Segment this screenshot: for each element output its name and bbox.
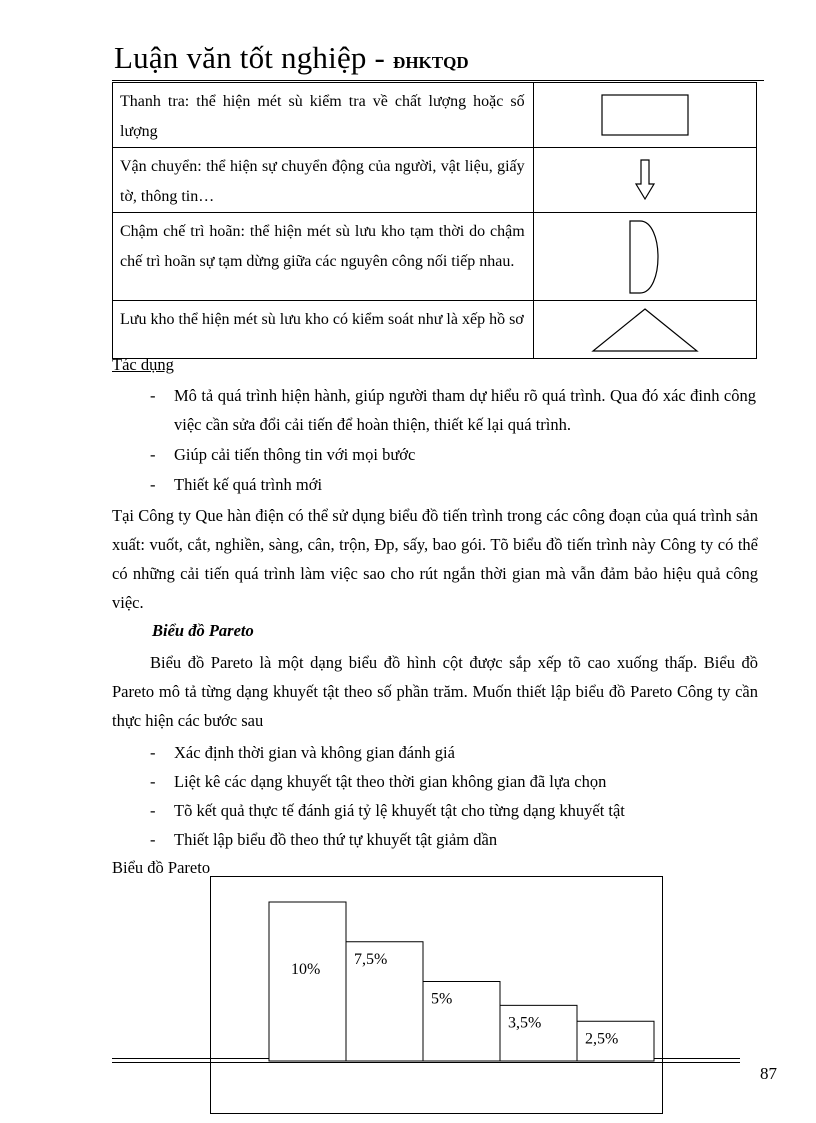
list-item-text: Thiết kế quá trình mới — [174, 475, 323, 494]
symbol-description: Chậm chế trì hoãn: thể hiện mét sù lưu kho tạm thời do chậm chế trì hoãn sự tạm dừng giữa các nguyên công nối tiếp nhau. — [113, 213, 534, 301]
header-separator: - — [366, 40, 394, 75]
symbol-description: Thanh tra: thể hiện mét sù kiểm tra về chất lượng hoặc số lượng — [113, 83, 534, 148]
pareto-paragraph: Biểu đồ Pareto là một dạng biểu đồ hình cột được sắp xếp tõ cao xuống thấp. Biểu đồ Pareto mô tả từng dạng khuyết tật theo số phần trăm. Muốn thiết lập biểu đồ Pareto Công ty cần thực hiện các bước sau — [112, 653, 758, 730]
list-item: - Tõ kết quả thực tế đánh giá tỷ lệ khuyết tật cho từng dạng khuyết tật — [150, 796, 756, 825]
table-row — [113, 148, 757, 213]
pareto-chart — [210, 876, 664, 1116]
chart-caption: Biểu đồ Pareto — [112, 858, 211, 877]
chart-data-label: 7,5% — [354, 950, 388, 968]
page-number: 87 — [760, 1064, 777, 1083]
chart-data-label: 3,5% — [508, 1014, 542, 1032]
list-item-text: Thiết lập biểu đồ theo thứ tự khuyết tật giảm dần — [174, 830, 498, 849]
header-title: Luận văn tốt nghiệp — [114, 40, 367, 75]
list-item: - Xác định thời gian và không gian đánh giá — [150, 738, 756, 767]
rectangle-icon — [533, 83, 756, 148]
table-row — [113, 83, 757, 148]
d-shape-icon — [533, 213, 756, 301]
symbol-description: Vận chuyển: thể hiện sự chuyển động của người, vật liệu, giấy tờ, thông tin… — [113, 148, 534, 213]
table-row — [113, 213, 757, 301]
list-item: - Liệt kê các dạng khuyết tật theo thời gian không gian đã lựa chọn — [150, 767, 756, 796]
down-arrow-icon — [533, 148, 756, 213]
page-header — [114, 40, 469, 76]
list-item-text: Mô tả quá trình hiện hành, giúp người tham dự hiểu rõ quá trình. Qua đó xác đinh công việc cần sửa đổi cải tiến để hoàn thiện, thiết kế lại quá trình. — [174, 386, 756, 434]
list-item: - Giúp cải tiến thông tin với mọi bước — [150, 440, 756, 469]
header-subtitle: ĐHKTQD — [393, 53, 469, 72]
header-rule — [112, 80, 764, 81]
paragraph-que-han: Tại Công ty Que hàn điện có thể sử dụng biểu đồ tiến trình trong các công đoạn của quá trình sản xuất: vuốt, cắt, nghiền, sàng, cân, trộn, Đp, sấy, bao gói. Tõ biểu đồ tiến trình này Công ty có thể có những cải tiến quá trình làm việc sao cho rút ngắn thời gian mà vẫn đảm bảo hiệu quả công việc. — [112, 506, 758, 612]
symbol-table — [112, 82, 757, 359]
list-item: - Thiết lập biểu đồ theo thứ tự khuyết tật giảm dần — [150, 825, 756, 854]
chart-data-label: 10% — [291, 961, 321, 978]
list-item-text: Tõ kết quả thực tế đánh giá tỷ lệ khuyết tật cho từng dạng khuyết tật — [174, 801, 625, 820]
chart-bar — [269, 902, 346, 1061]
list-item-text: Liệt kê các dạng khuyết tật theo thời gian không gian đã lựa chọn — [174, 772, 607, 791]
effects-heading: Tác dụng — [112, 355, 174, 374]
symbol-description: Lưu kho thể hiện mét sù lưu kho có kiểm soát như là xếp hồ sơ — [113, 301, 534, 359]
list-item: - Mô tả quá trình hiện hành, giúp người tham dự hiểu rõ quá trình. Qua đó xác đinh công việc cần sửa đổi cải tiến để hoàn thiện, thiết kế lại quá trình. — [150, 381, 756, 439]
list-item: - Thiết kế quá trình mới — [150, 470, 756, 499]
chart-data-label: 5% — [431, 990, 453, 1008]
list-item-text: Xác định thời gian và không gian đánh giá — [174, 743, 455, 762]
pareto-heading: Biểu đồ Pareto — [152, 621, 254, 640]
triangle-icon — [533, 301, 756, 359]
chart-data-label: 2,5% — [585, 1030, 619, 1048]
list-item-text: Giúp cải tiến thông tin với mọi bước — [174, 445, 416, 464]
table-row — [113, 301, 757, 359]
